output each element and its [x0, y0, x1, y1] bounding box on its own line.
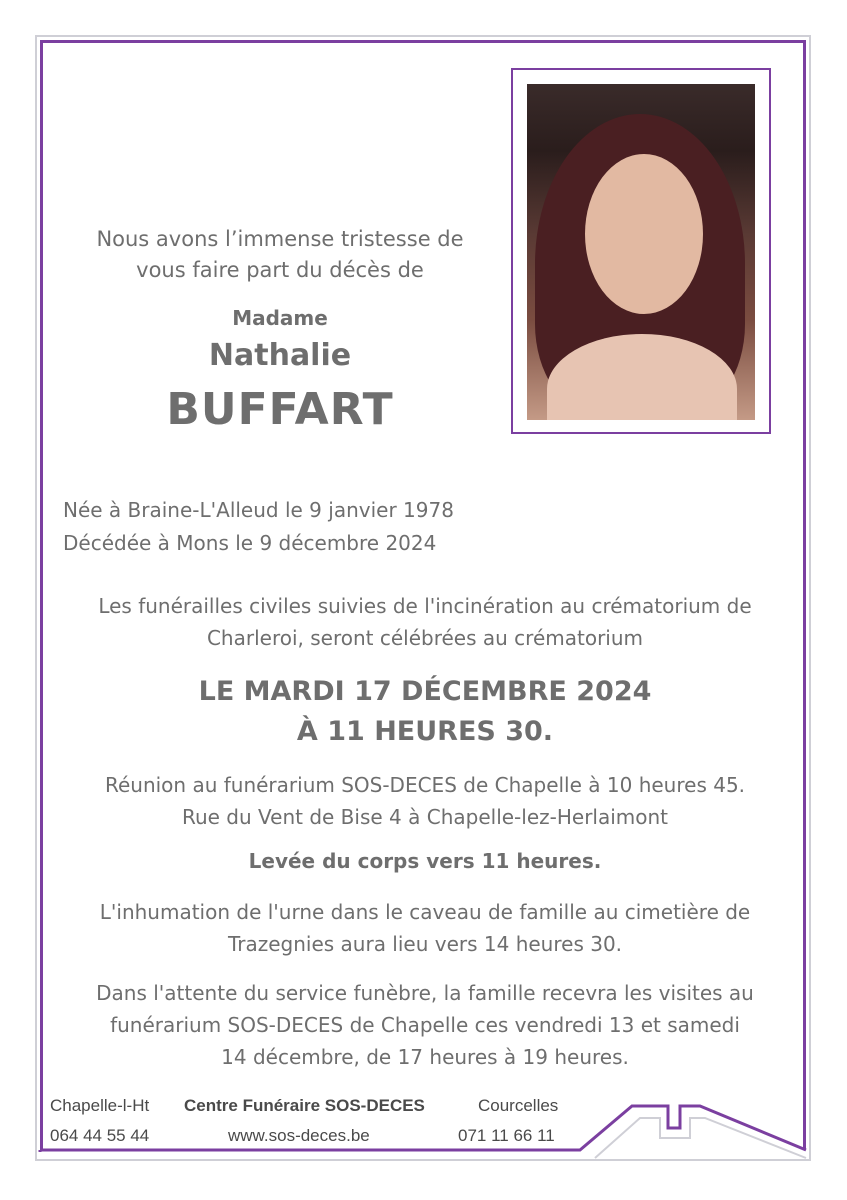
levee-du-corps: Levée du corps vers 11 heures.	[248, 849, 602, 873]
intro-line-1: Nous avons l’immense tristesse de	[96, 227, 464, 251]
visits-line-3: 14 décembre, de 17 heures à 19 heures.	[221, 1045, 629, 1069]
ceremony-date: LE MARDI 17 DÉCEMBRE 2024	[198, 676, 652, 707]
birth-line: Née à Braine-L'Alleud le 9 janvier 1978	[63, 498, 454, 522]
ceremony-line-1: Les funérailles civiles suivies de l'incinération au crématorium de	[98, 594, 752, 618]
ceremony-intro	[60, 590, 790, 654]
ceremony-line-2: Charleroi, seront célébrées au crématorium	[206, 626, 644, 650]
ceremony-time: À 11 HEURES 30.	[296, 716, 554, 747]
visits-line-2: funérarium SOS-DECES de Chapelle ces vendredi 13 et samedi	[110, 1013, 740, 1037]
portrait-photo	[527, 84, 755, 420]
footer-left-place: Chapelle-l-Ht	[50, 1096, 150, 1115]
portrait-face	[585, 154, 703, 314]
first-name: Nathalie	[208, 338, 352, 373]
footer-website: www.sos-deces.be	[228, 1126, 370, 1145]
portrait-frame	[511, 68, 771, 434]
intro-line-2: vous faire part du décès de	[136, 258, 424, 282]
life-dates	[63, 494, 563, 560]
burial-line-2: Trazegnies aura lieu vers 14 heures 30.	[227, 932, 623, 956]
meeting-line-1: Réunion au funérarium SOS-DECES de Chapelle à 10 heures 45.	[104, 773, 746, 797]
visits-info	[60, 977, 790, 1073]
last-name: BUFFART	[166, 384, 394, 435]
footer-right-phone: 071 11 66 11	[458, 1126, 555, 1145]
burial-info	[60, 896, 790, 960]
ceremony-datetime	[60, 672, 790, 752]
meeting-info	[60, 769, 790, 833]
death-line: Décédée à Mons le 9 décembre 2024	[63, 531, 437, 555]
meeting-line-2: Rue du Vent de Bise 4 à Chapelle-lez-Herlaimont	[181, 805, 669, 829]
footer-right-place: Courcelles	[478, 1096, 559, 1115]
honorific: Madame	[232, 306, 328, 330]
intro-text	[70, 224, 490, 286]
visits-line-1: Dans l'attente du service funèbre, la famille recevra les visites au	[96, 981, 754, 1005]
footer-company-name: Centre Funéraire SOS-DECES	[184, 1096, 425, 1115]
footer-left-phone: 064 44 55 44	[50, 1126, 150, 1145]
burial-line-1: L'inhumation de l'urne dans le caveau de famille au cimetière de	[99, 900, 751, 924]
